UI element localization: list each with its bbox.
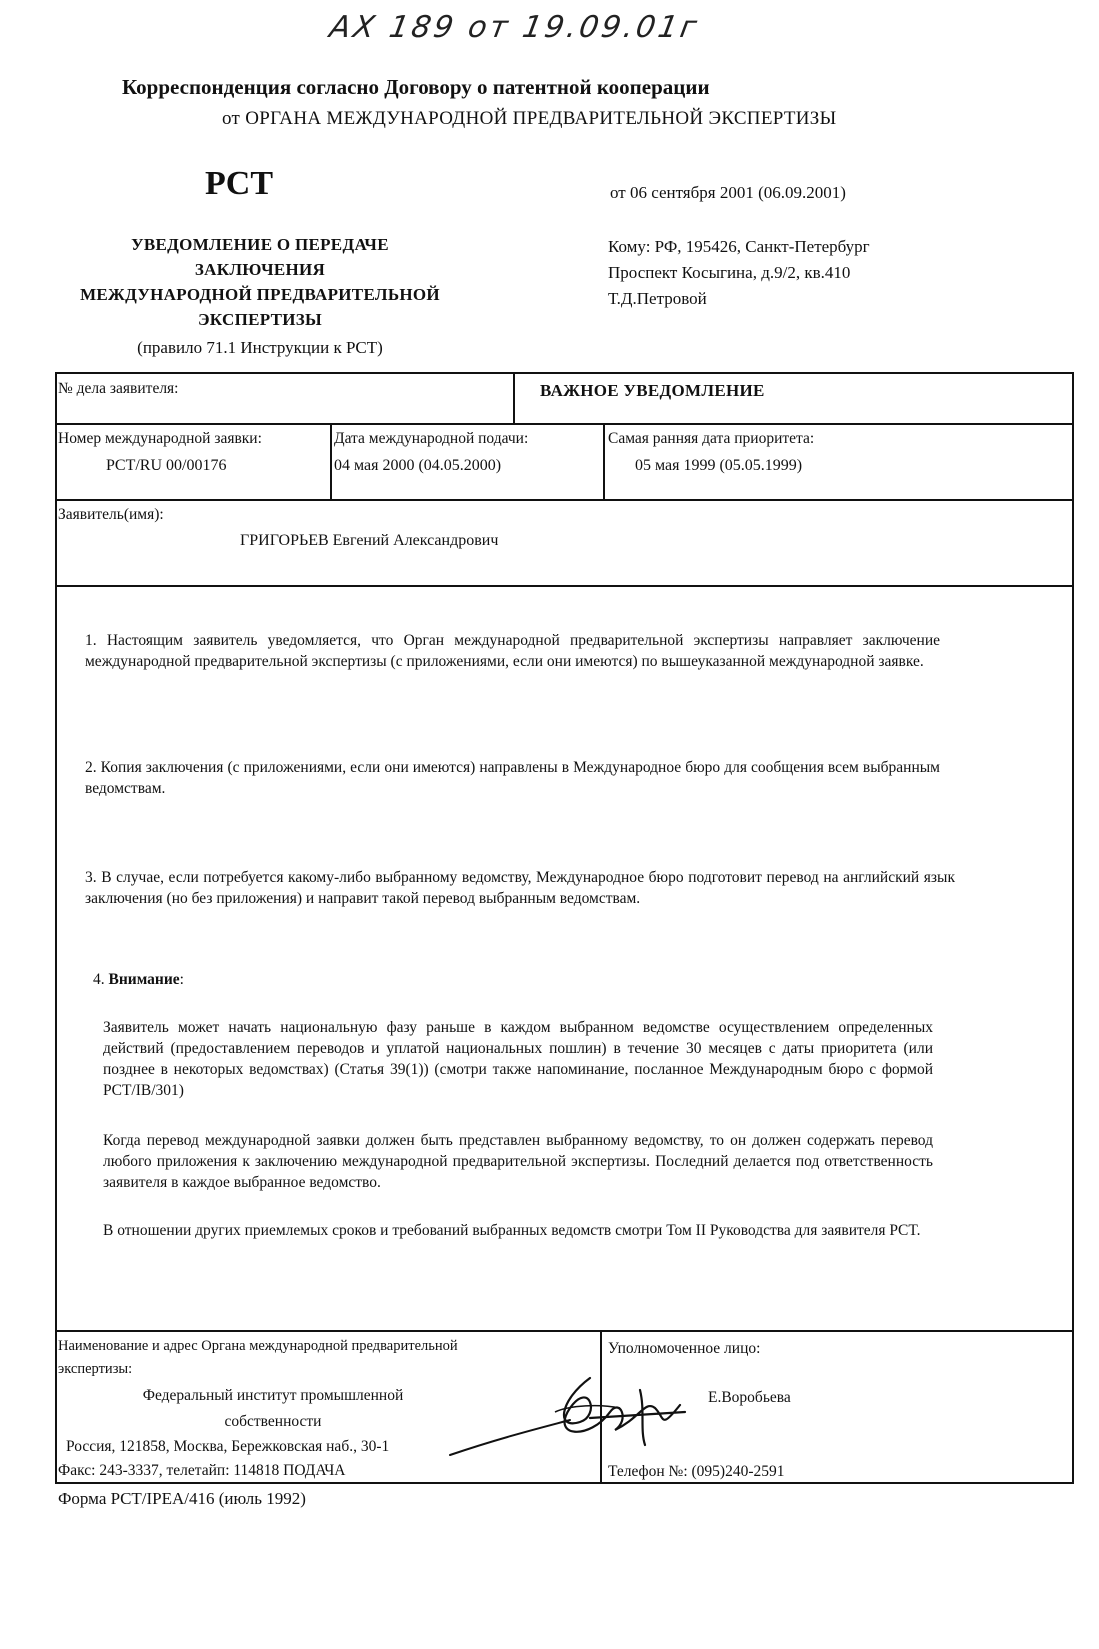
attention-label: Внимание bbox=[108, 971, 180, 988]
divider bbox=[55, 499, 1074, 501]
pct-mark: PCT bbox=[205, 165, 273, 202]
priority-date-value: 05 мая 1999 (05.05.1999) bbox=[635, 457, 803, 474]
notice-title bbox=[60, 232, 460, 358]
form-identifier: Форма PCT/IPEA/416 (июль 1992) bbox=[58, 1489, 306, 1508]
divider bbox=[55, 423, 1074, 425]
authority-name bbox=[58, 1383, 488, 1435]
authority-label-line: экспертизы: bbox=[58, 1361, 133, 1377]
notice-title-line: ЭКСПЕРТИЗЫ bbox=[197, 310, 323, 329]
paragraph-4b: Когда перевод международной заявки должен быть представлен выбранному ведомству, то он должен содержать перевод любого приложения к заключению международной предварительной экспертизы. Последний делается под ответственность заявителя в каждое выбранное ведомство. bbox=[103, 1132, 933, 1191]
header-title: Корреспонденция согласно Договору о патентной кооперации bbox=[122, 75, 710, 99]
authority-address: Россия, 121858, Москва, Бережковская наб., 30-1 bbox=[66, 1438, 390, 1455]
handwritten-note: АХ 189 от 19.09.01г bbox=[326, 10, 703, 45]
recipient-address bbox=[608, 234, 870, 312]
attention-heading bbox=[93, 969, 184, 990]
authority-contacts: Факс: 243-3337, телетайп: 114818 ПОДАЧА bbox=[58, 1462, 346, 1479]
applicant-name: ГРИГОРЬЕВ Евгений Александрович bbox=[240, 532, 499, 549]
form-frame bbox=[55, 372, 1074, 1484]
attention-colon: : bbox=[179, 971, 184, 988]
phone-number: Телефон №: (095)240-2591 bbox=[608, 1463, 785, 1480]
authority-name-line: собственности bbox=[224, 1413, 322, 1430]
paragraph-1: 1. Настоящим заявитель уведомляется, что Орган международной предварительной экспертизы направляет заключение международной предварительной экспертизы (с приложениями, если они имеются) по вышеуказанной международной заявке. bbox=[85, 632, 940, 670]
signature-icon bbox=[440, 1360, 720, 1470]
intl-app-number: PCT/RU 00/00176 bbox=[106, 457, 227, 474]
rule-reference: (правило 71.1 Инструкции к PCT) bbox=[137, 338, 383, 357]
authority-label bbox=[58, 1338, 458, 1378]
divider bbox=[603, 423, 605, 501]
divider bbox=[330, 423, 332, 501]
applicant-file-label: № дела заявителя: bbox=[58, 380, 179, 397]
filing-date-label: Дата международной подачи: bbox=[334, 430, 529, 447]
paragraph-2: 2. Копия заключения (с приложениями, если они имеются) направлены в Международное бюро для сообщения всем выбранным ведомствам. bbox=[85, 759, 940, 797]
authority-label-line: Наименование и адрес Органа международной предварительной bbox=[58, 1338, 458, 1354]
authorized-officer-name: Е.Воробьева bbox=[708, 1389, 791, 1406]
important-notice: ВАЖНОЕ УВЕДОМЛЕНИЕ bbox=[540, 381, 765, 400]
notice-title-line: МЕЖДУНАРОДНОЙ ПРЕДВАРИТЕЛЬНОЙ bbox=[80, 285, 440, 304]
document-date: от 06 сентября 2001 (06.09.2001) bbox=[610, 183, 846, 202]
applicant-label: Заявитель(имя): bbox=[58, 506, 164, 523]
recipient-line: Кому: РФ, 195426, Санкт-Петербург bbox=[608, 237, 870, 256]
priority-date-label: Самая ранняя дата приоритета: bbox=[608, 430, 815, 447]
paragraph-4a: Заявитель может начать национальную фазу раньше в каждом выбранном ведомстве осуществлением определенных действий (предоставлением переводов и уплатой национальных пошлин) в течение 30 месяцев с даты приоритета (или позднее в некоторых ведомствах) (Статья 39(1)) (смотри также напоминание, посланное Международным бюро с формой PCT/IB/301) bbox=[103, 1019, 933, 1099]
notice-title-line: ЗАКЛЮЧЕНИЯ bbox=[194, 260, 326, 279]
header-subtitle: от ОРГАНА МЕЖДУНАРОДНОЙ ПРЕДВАРИТЕЛЬНОЙ ЭКСПЕРТИЗЫ bbox=[222, 108, 837, 129]
intl-app-label: Номер международной заявки: bbox=[58, 430, 262, 447]
divider bbox=[55, 1330, 1074, 1332]
filing-date-value: 04 мая 2000 (04.05.2000) bbox=[334, 457, 502, 474]
recipient-line: Проспект Косыгина, д.9/2, кв.410 bbox=[608, 263, 851, 282]
authority-name-line: Федеральный институт промышленной bbox=[142, 1387, 404, 1404]
notice-title-line: УВЕДОМЛЕНИЕ О ПЕРЕДАЧЕ bbox=[131, 235, 389, 254]
recipient-line: Т.Д.Петровой bbox=[608, 289, 707, 308]
divider bbox=[513, 372, 515, 425]
attention-number: 4. bbox=[93, 971, 105, 988]
paragraph-3: 3. В случае, если потребуется какому-либо выбранному ведомству, Международное бюро подготовит перевод на английский язык заключения (но без приложения) и направит такой перевод выбранным ведомствам. bbox=[85, 869, 955, 907]
paragraph-4c: В отношении других приемлемых сроков и требований выбранных ведомств смотри Том II Руководства для заявителя PCT. bbox=[103, 1222, 921, 1239]
authorized-officer-label: Уполномоченное лицо: bbox=[608, 1340, 761, 1357]
divider bbox=[55, 585, 1074, 587]
